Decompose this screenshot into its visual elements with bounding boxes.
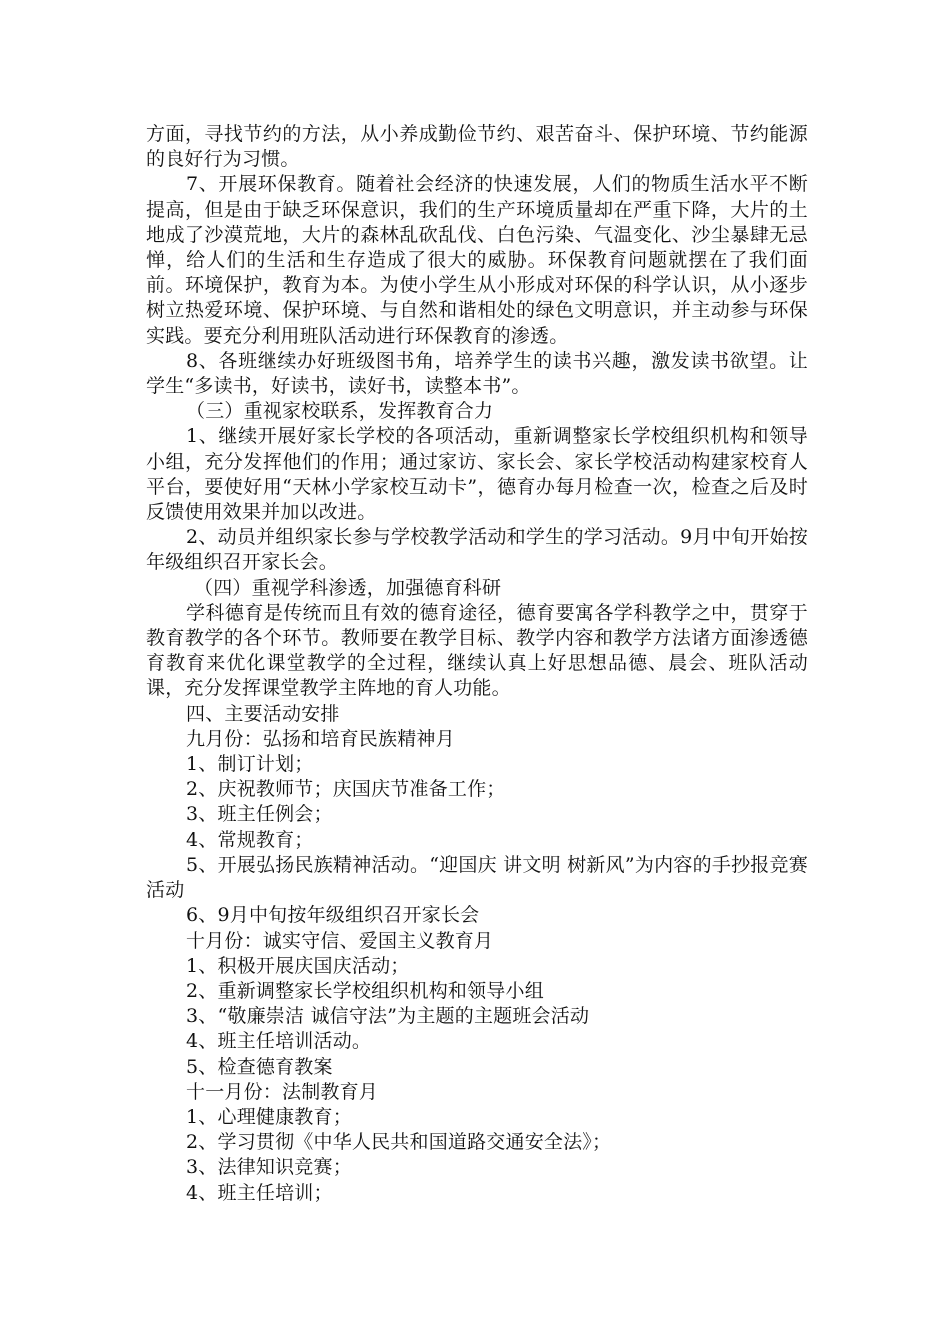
list-item: 3、“敬廉崇洁 诚信守法”为主题的主题班会活动: [186, 1005, 590, 1028]
paragraph-subject: 学科德育是传统而且有效的德育途径，德育要寓各学科教学之中，贯穿于教育教学的各个环节。教师要在教学目标、教学内容和教学方法诸方面渗透德育教育来优化课堂教学的全过程，继续认真上好思想品德、晨会、班队活动课，充分发挥课堂教学主阵地的育人功能。: [146, 601, 808, 700]
paragraph-item-7: 7、开展环保教育。随着社会经济的快速发展，人们的物质生活水平不断提高，但是由于缺乏环保意识，我们的生产环境质量却在严重下降，大片的土地成了沙漠荒地，大片的森林乱砍乱伐、白色污染、气温变化、沙尘暴肆无忌惮，给人们的生活和生存造成了很大的威胁。环保教育问题就摆在了我们面前。环境保护，教育为本。为使小学生从小形成对环保的科学认识，从小逐步树立热爱环境、保护环境、与自然和谐相处的绿色文明意识，并主动参与环保实践。要充分利用班队活动进行环保教育的渗透。: [146, 173, 808, 347]
list-item: 5、检查德育教案: [186, 1055, 333, 1078]
list-item: 2、重新调整家长学校组织机构和领导小组: [186, 979, 544, 1002]
list-item: 1、心理健康教育；: [186, 1105, 352, 1128]
list-item: 4、班主任培训活动。: [186, 1030, 372, 1053]
list-item: 4、班主任培训；: [186, 1181, 333, 1204]
section-heading-4: （四）重视学科渗透，加强德育科研: [194, 576, 502, 599]
list-item: 1、制订计划；: [186, 753, 314, 776]
list-item: 3、法律知识竞赛；: [186, 1156, 352, 1179]
month-heading-september: 九月份：弘扬和培育民族精神月: [186, 727, 455, 750]
list-item: 2、学习贯彻《中华人民共和国道路交通安全法》；: [186, 1131, 612, 1154]
month-heading-november: 十一月份：法制教育月: [186, 1080, 379, 1103]
list-item: 5、开展弘扬民族精神活动。“迎国庆 讲文明 树新风”为内容的手抄报竞赛活动: [146, 853, 808, 902]
list-item: 6、9月中旬按年级组织召开家长会: [186, 904, 480, 927]
list-item: 2、庆祝教师节；庆国庆节准备工作；: [186, 778, 506, 801]
list-item: 4、常规教育；: [186, 828, 314, 851]
paragraph-continuation: 方面，寻找节约的方法，从小养成勤俭节约、艰苦奋斗、保护环境、节约能源的良好行为习惯。: [146, 123, 808, 171]
list-item: 3、班主任例会；: [186, 803, 333, 826]
document-page: [146, 122, 808, 1206]
list-item: 1、积极开展庆国庆活动；: [186, 954, 410, 977]
paragraph-family-2: 2、动员并组织家长参与学校教学活动和学生的学习活动。9月中旬开始按年级组织召开家长会。: [146, 526, 808, 574]
section-heading-3: （三）重视家校联系，发挥教育合力: [186, 400, 494, 423]
paragraph-item-8: 8、各班继续办好班级图书角，培养学生的读书兴趣，激发读书欲望。让学生“多读书，好读书，读好书，读整本书”。: [146, 349, 808, 398]
paragraph-family-1: 1、继续开展好家长学校的各项活动，重新调整家长学校组织机构和领导小组，充分发挥他们的作用；通过家访、家长会、家长学校活动构建家校育人平台，要使好用“天林小学家校互动卡”，德育办每月检查一次，检查之后及时反馈使用效果并加以改进。: [146, 425, 808, 524]
month-heading-october: 十月份：诚实守信、爱国主义教育月: [186, 929, 494, 952]
section-heading-activities: 四、主要活动安排: [186, 702, 340, 725]
